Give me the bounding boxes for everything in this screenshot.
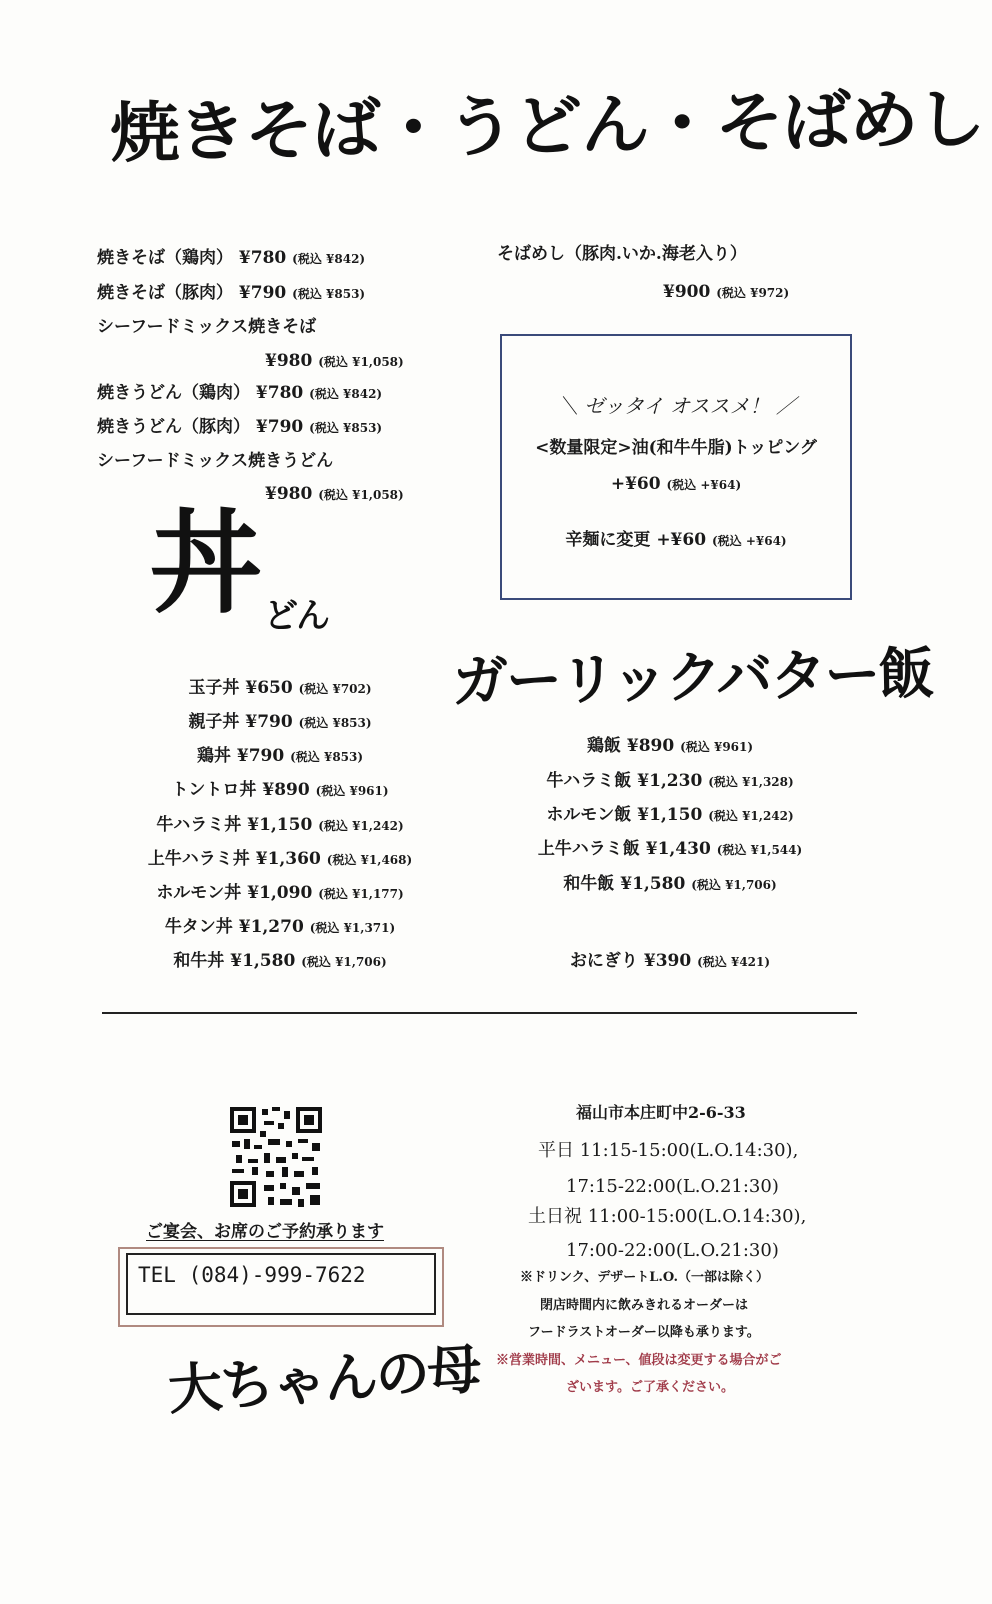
list-item [100,782,460,799]
item-price: ¥890 [262,780,310,800]
topping-price-row [502,476,850,493]
item-name: 上牛ハラミ丼 [147,849,250,869]
divider [102,1012,857,1014]
list-item [490,953,850,970]
item-tax: (税込 ¥1,058) [318,355,404,369]
list-item [100,680,460,697]
item-price: ¥790 [236,746,285,766]
item-name: ホルモン飯 [546,805,632,825]
item-tax: (税込 ¥1,242) [318,819,404,833]
item-price: ¥650 [245,678,293,698]
tel-box [118,1247,444,1327]
item-name: 牛ハラミ丼 [156,815,242,835]
don-heading-kana: どん [264,596,328,636]
garlic-list [490,738,850,978]
item-name: 焼きそば（豚肉） [97,283,233,303]
item-name: ホルモン丼 [156,883,242,903]
item-price: ¥790 [238,283,287,303]
don-heading: 丼 [150,499,260,629]
item-price: ¥1,090 [247,883,313,903]
tel-box-inner [126,1253,436,1315]
item-tax: (税込 ¥1,328) [708,775,794,789]
list-item [100,885,460,902]
list-item [100,748,460,765]
note-change-2: ざいます。ご了承ください。 [566,1380,734,1395]
item-price: ¥980 [265,351,313,371]
item-name: 牛ハラミ飯 [546,771,632,791]
note-last-order: フードラストオーダー以降も承ります。 [528,1325,760,1340]
list-item [97,250,365,267]
list-item [100,817,460,834]
item-price: ¥390 [643,951,692,971]
item-price: ¥1,270 [238,917,304,937]
item-price: ¥1,360 [255,849,321,869]
list-item [490,773,850,790]
item-name: 辛麺に変更 [565,530,651,550]
item-tax: (税込 ¥961) [315,784,389,798]
item-name: 玉子丼 [188,678,240,698]
item-price: ¥1,430 [645,839,711,859]
weekday-hours-1: 平日 11:15-15:00(L.O.14:30), [538,1140,799,1161]
item-tax: (税込 +¥64) [711,534,787,548]
list-item [490,841,850,858]
item-tax: (税込 ¥702) [298,682,372,696]
logo: 大ちゃんの母 [166,1337,482,1422]
item-tax: (税込 ¥1,058) [318,488,404,502]
garlic-heading: ガーリックバター飯 [451,641,933,715]
list-item [100,953,460,970]
tel-number[interactable]: TEL (084)-999-7622 [138,1263,366,1287]
spicy-row [502,532,850,549]
noodles-list [97,250,497,510]
item-tax: (税込 ¥842) [292,252,366,266]
list-item [490,738,850,755]
qr-code[interactable] [228,1105,324,1209]
item-price: ¥790 [245,712,293,732]
item-price: ¥1,230 [637,771,703,791]
don-list [100,680,460,980]
item-name: 親子丼 [188,712,240,732]
item-price: ¥790 [255,417,304,437]
item-tax: (税込 ¥1,544) [716,843,803,857]
noodles-heading: 焼きそば・うどん・そばめし [109,80,985,172]
item-name: 上牛ハラミ飯 [537,839,640,859]
list-item [97,285,365,302]
list-item-name: シーフードミックス焼きうどん [97,451,334,471]
item-tax: (税込 ¥972) [716,286,790,300]
item-tax: (税込 ¥1,706) [301,955,387,969]
store-info [480,1100,860,1400]
item-tax: (税込 ¥853) [290,750,364,764]
item-price: ¥980 [265,484,313,504]
item-name: 焼きうどん（豚肉） [97,417,250,437]
item-tax: (税込 +¥64) [666,478,742,492]
item-tax: (税込 ¥853) [309,421,383,435]
holiday-hours-2: 17:00-22:00(L.O.21:30) [566,1240,779,1261]
item-name: 鶏飯 [586,736,621,756]
list-item [490,807,850,824]
address: 福山市本庄町中2-6-33 [576,1103,746,1122]
item-price: +¥60 [656,530,707,550]
topping-name: <数量限定>油(和牛牛脂)トッピング [535,438,817,458]
item-price: ¥780 [255,383,304,403]
list-item [97,385,382,402]
item-tax: (税込 ¥1,706) [691,878,777,892]
item-tax: (税込 ¥853) [292,287,366,301]
item-price: ¥890 [626,736,675,756]
list-item [100,851,460,868]
item-tax: (税込 ¥842) [309,387,383,401]
list-item [100,919,460,936]
item-tax: (税込 ¥961) [680,740,754,754]
list-item [100,714,460,731]
note-closing: 閉店時間内に飲みきれるオーダーは [540,1298,749,1313]
item-price: ¥1,150 [637,805,703,825]
item-name: 和牛飯 [563,874,615,894]
item-name: おにぎり [569,951,638,971]
item-name: トントロ丼 [171,780,257,800]
list-item-price-row [265,353,404,370]
item-tax: (税込 ¥1,177) [318,887,404,901]
item-tax: (税込 ¥853) [298,716,372,730]
holiday-hours-1: 土日祝 11:00-15:00(L.O.14:30), [528,1206,807,1227]
note-drink: ※ドリンク、デザートL.O.（一部は除く） [520,1270,769,1285]
item-name: 和牛丼 [173,951,225,971]
list-item-price-row [265,486,404,503]
item-tax: (税込 ¥1,468) [326,853,413,867]
item-name: 焼きそば（鶏肉） [97,248,233,268]
note-change-1: ※営業時間、メニュー、値段は変更する場合がご [496,1353,782,1368]
item-name: 焼きうどん（鶏肉） [97,383,250,403]
sobameshi-name: そばめし（豚肉.いか.海老入り） [497,244,747,264]
item-price: ¥1,580 [230,951,296,971]
list-item [490,876,850,893]
weekday-hours-2: 17:15-22:00(L.O.21:30) [566,1176,779,1197]
item-tax: (税込 ¥1,371) [309,921,396,935]
recommend-handwritten: ＼ ゼッタイ オススメ！ ／ [557,394,797,418]
reservation-text: ご宴会、お席のご予約承ります [146,1222,384,1242]
item-tax: (税込 ¥1,242) [708,809,794,823]
item-price: +¥60 [610,474,661,494]
item-name: 鶏丼 [196,746,231,766]
item-price: ¥780 [238,248,287,268]
list-item [97,419,382,436]
sobameshi-price-row [663,284,789,301]
item-price: ¥1,150 [247,815,313,835]
item-tax: (税込 ¥421) [697,955,771,969]
item-price: ¥1,580 [620,874,686,894]
recommend-box [500,334,852,600]
item-price: ¥900 [663,282,711,302]
item-name: 牛タン丼 [164,917,233,937]
list-item-name: シーフードミックス焼きそば [97,317,317,337]
